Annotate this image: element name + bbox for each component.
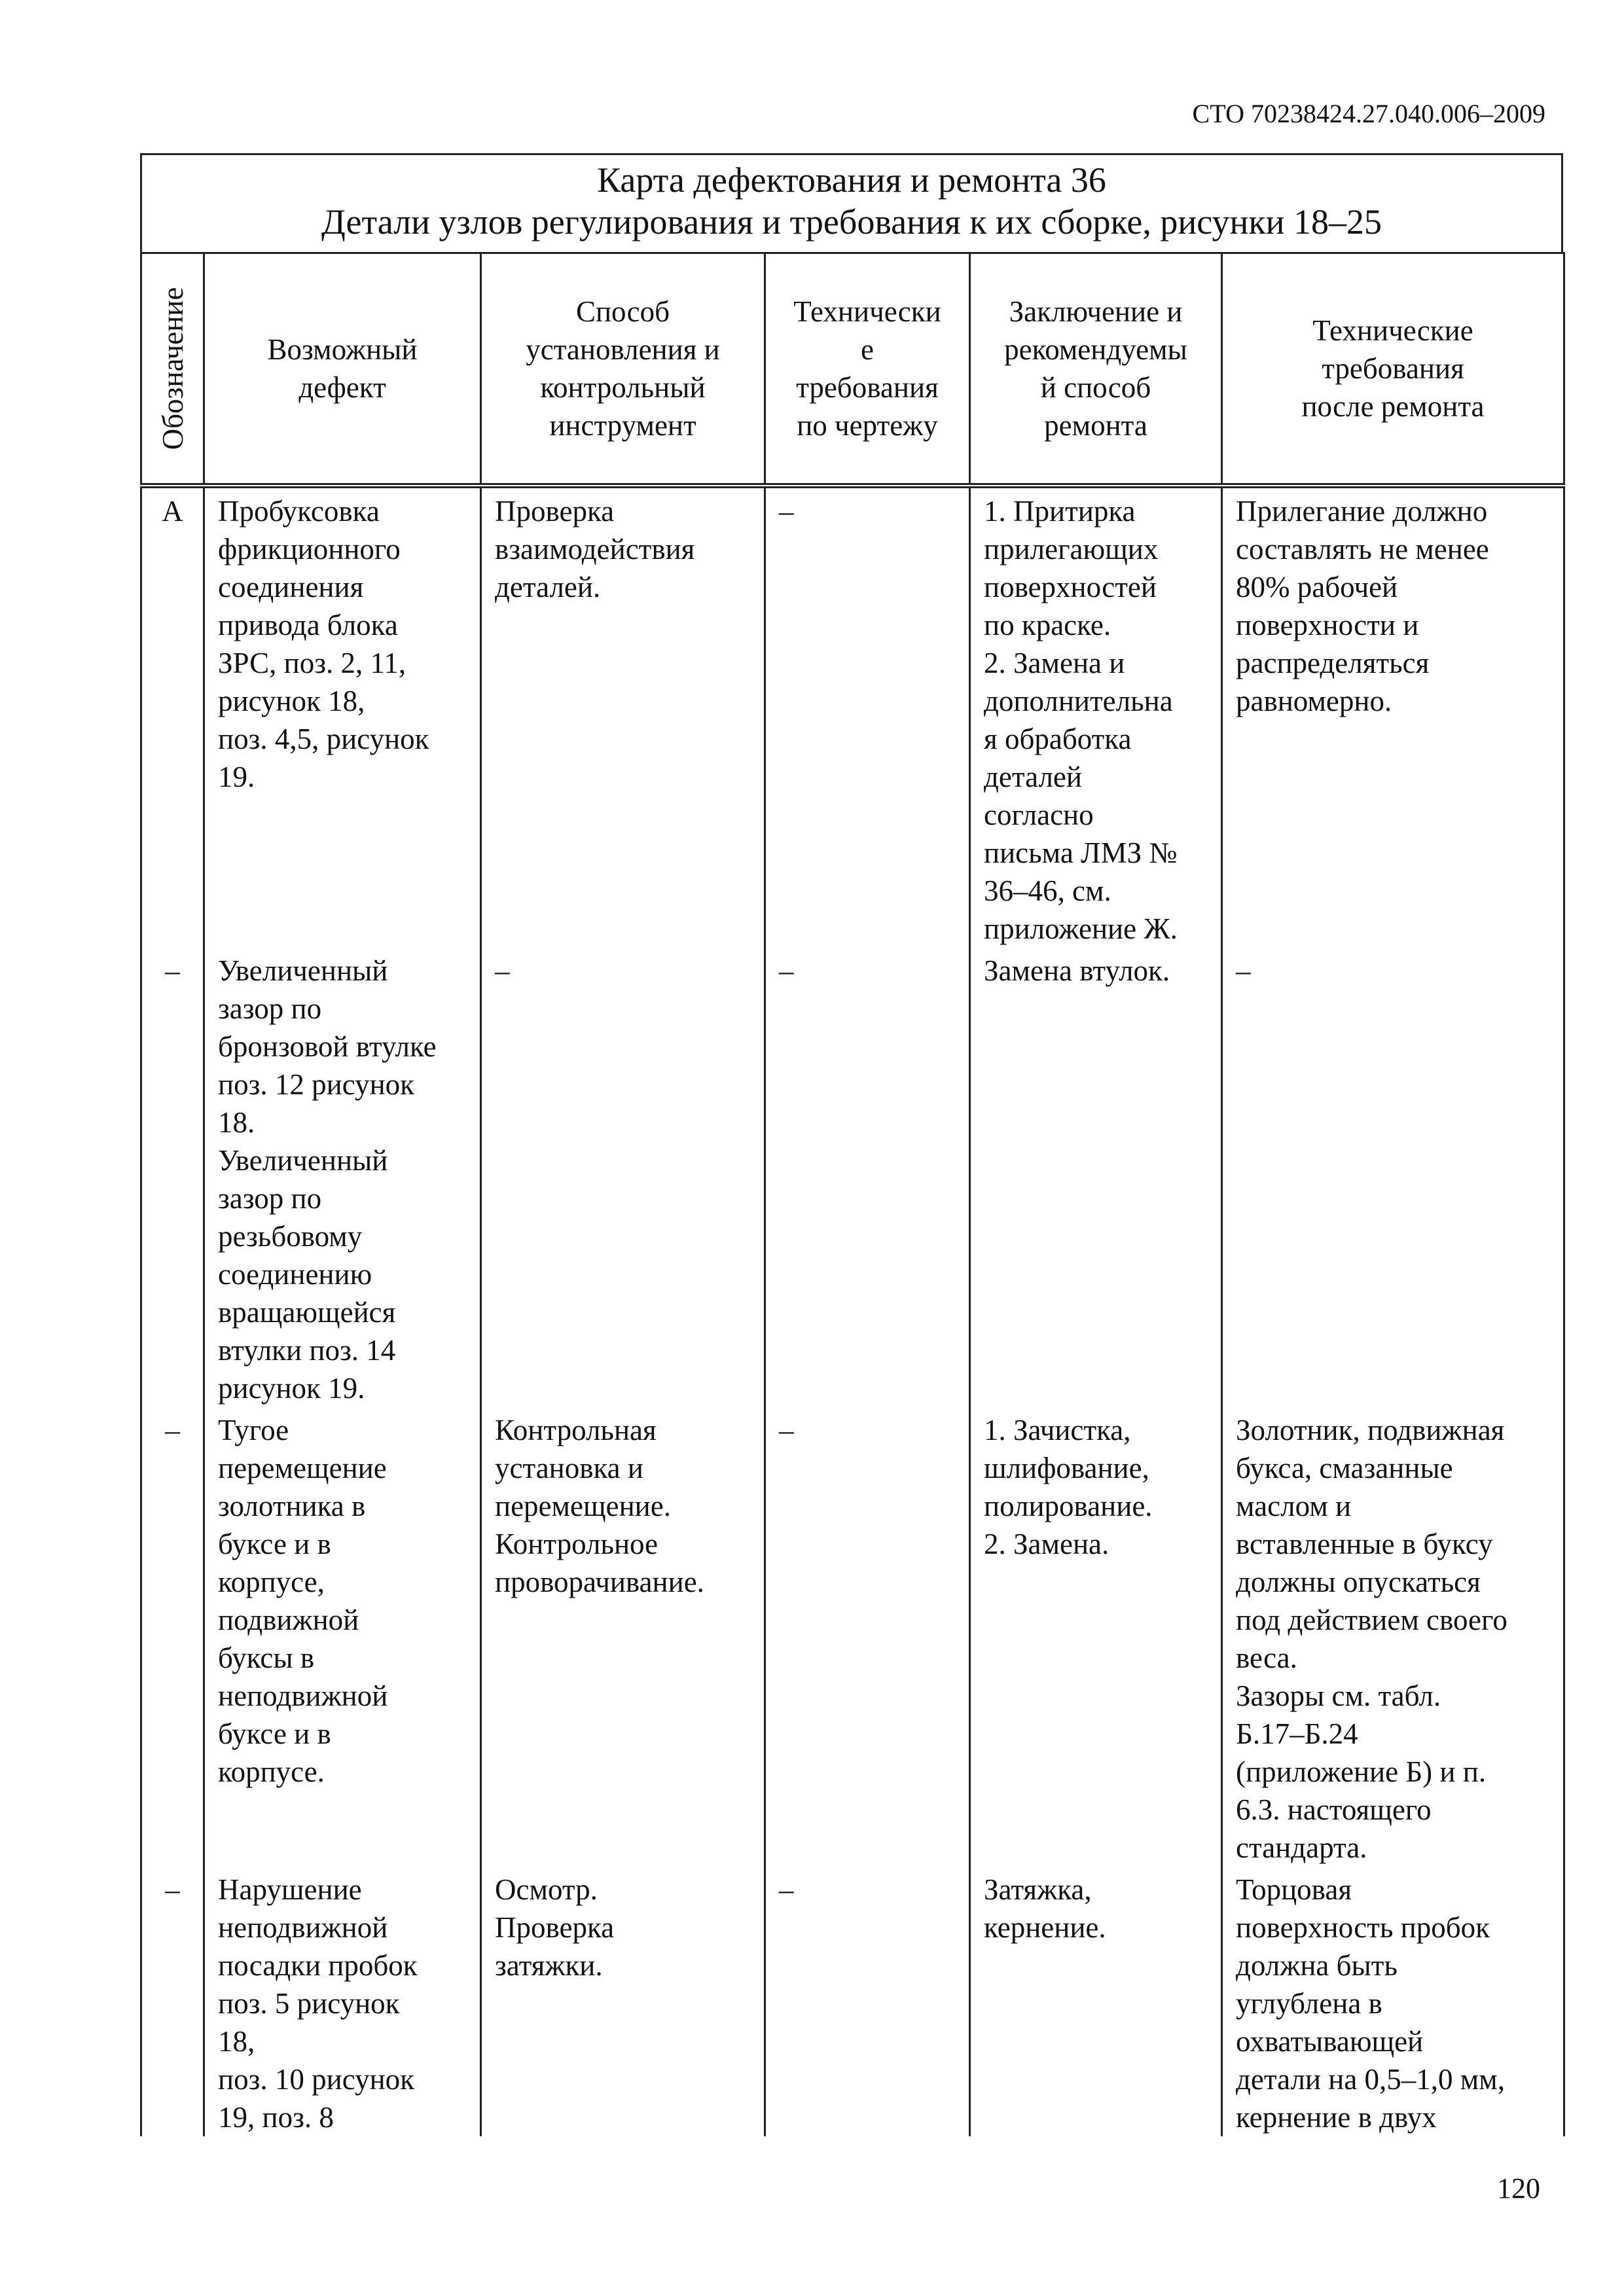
cell-mark: – xyxy=(141,948,204,1407)
page-number: 120 xyxy=(1497,2172,1540,2204)
cell-method: – xyxy=(481,948,765,1407)
column-header-repair: Заключение и рекомендуемы й способ ремонта xyxy=(970,253,1222,486)
card-title-line-1: Карта дефектования и ремонта 36 xyxy=(597,160,1106,200)
cell-method: Проверка взаимодействия деталей. xyxy=(481,486,765,948)
cell-drawing-requirements: – xyxy=(765,486,970,948)
column-header-mark-label: Обозначение xyxy=(156,287,189,450)
cell-repair: Замена втулок. xyxy=(970,948,1222,1407)
column-header-mark xyxy=(141,253,204,486)
cell-repair: 1. Зачистка, шлифование, полирование. 2. Замена. xyxy=(970,1407,1222,1867)
cell-defect: Нарушение неподвижной посадки пробок поз. 5 рисунок 18, поз. 10 рисунок 19, поз. 8 xyxy=(204,1867,481,2136)
cell-drawing-requirements: – xyxy=(765,1867,970,2136)
cell-method: Осмотр. Проверка затяжки. xyxy=(481,1867,765,2136)
defect-repair-card xyxy=(140,153,1563,2136)
table-row xyxy=(141,948,1564,1407)
cell-mark: А xyxy=(141,486,204,948)
column-header-after-repair: Технические требования после ремонта xyxy=(1222,253,1564,486)
defects-table xyxy=(140,252,1565,2136)
cell-drawing-requirements: – xyxy=(765,948,970,1407)
column-header-drawing-requirements: Технически е требования по чертежу xyxy=(765,253,970,486)
cell-defect: Тугое перемещение золотника в буксе и в корпусе, подвижной буксы в неподвижной буксе и в корпусе. xyxy=(204,1407,481,1867)
cell-defect: Пробуксовка фрикционного соединения привода блока ЗРС, поз. 2, 11, рисунок 18, поз. 4,5, рисунок 19. xyxy=(204,486,481,948)
table-row xyxy=(141,1407,1564,1867)
table-row xyxy=(141,1867,1564,2136)
column-header-method: Способ установления и контрольный инструмент xyxy=(481,253,765,486)
column-header-defect: Возможный дефект xyxy=(204,253,481,486)
cell-mark: – xyxy=(141,1867,204,2136)
cell-defect: Увеличенный зазор по бронзовой втулке поз. 12 рисунок 18. Увеличенный зазор по резьбовому соединению вращающейся втулки поз. 14 рисунок 19. xyxy=(204,948,481,1407)
cell-after-repair: Торцовая поверхность пробок должна быть углублена в охватывающей детали на 0,5–1,0 мм, кернение в двух xyxy=(1222,1867,1564,2136)
cell-repair: Затяжка, кернение. xyxy=(970,1867,1222,2136)
cell-after-repair: Прилегание должно составлять не менее 80% рабочей поверхности и распределяться равномерно. xyxy=(1222,486,1564,948)
card-title-line-2: Детали узлов регулирования и требования к их сборке, рисунки 18–25 xyxy=(321,202,1382,242)
cell-method: Контрольная установка и перемещение. Контрольное проворачивание. xyxy=(481,1407,765,1867)
cell-repair: 1. Притирка прилегающих поверхностей по краске. 2. Замена и дополнительна я обработка деталей согласно письма ЛМЗ № 36–46, см. приложение Ж. xyxy=(970,486,1222,948)
document-code: СТО 70238424.27.040.006–2009 xyxy=(1192,99,1545,128)
cell-after-repair: – xyxy=(1222,948,1564,1407)
card-title xyxy=(140,153,1563,252)
cell-drawing-requirements: – xyxy=(765,1407,970,1867)
table-row xyxy=(141,486,1564,948)
cell-mark: – xyxy=(141,1407,204,1867)
table-header-row xyxy=(141,253,1564,486)
cell-after-repair: Золотник, подвижная букса, смазанные маслом и вставленные в буксу должны опускаться под действием своего веса. Зазоры см. табл. Б.17–Б.24 (приложение Б) и п. 6.3. настоящего стандарта. xyxy=(1222,1407,1564,1867)
